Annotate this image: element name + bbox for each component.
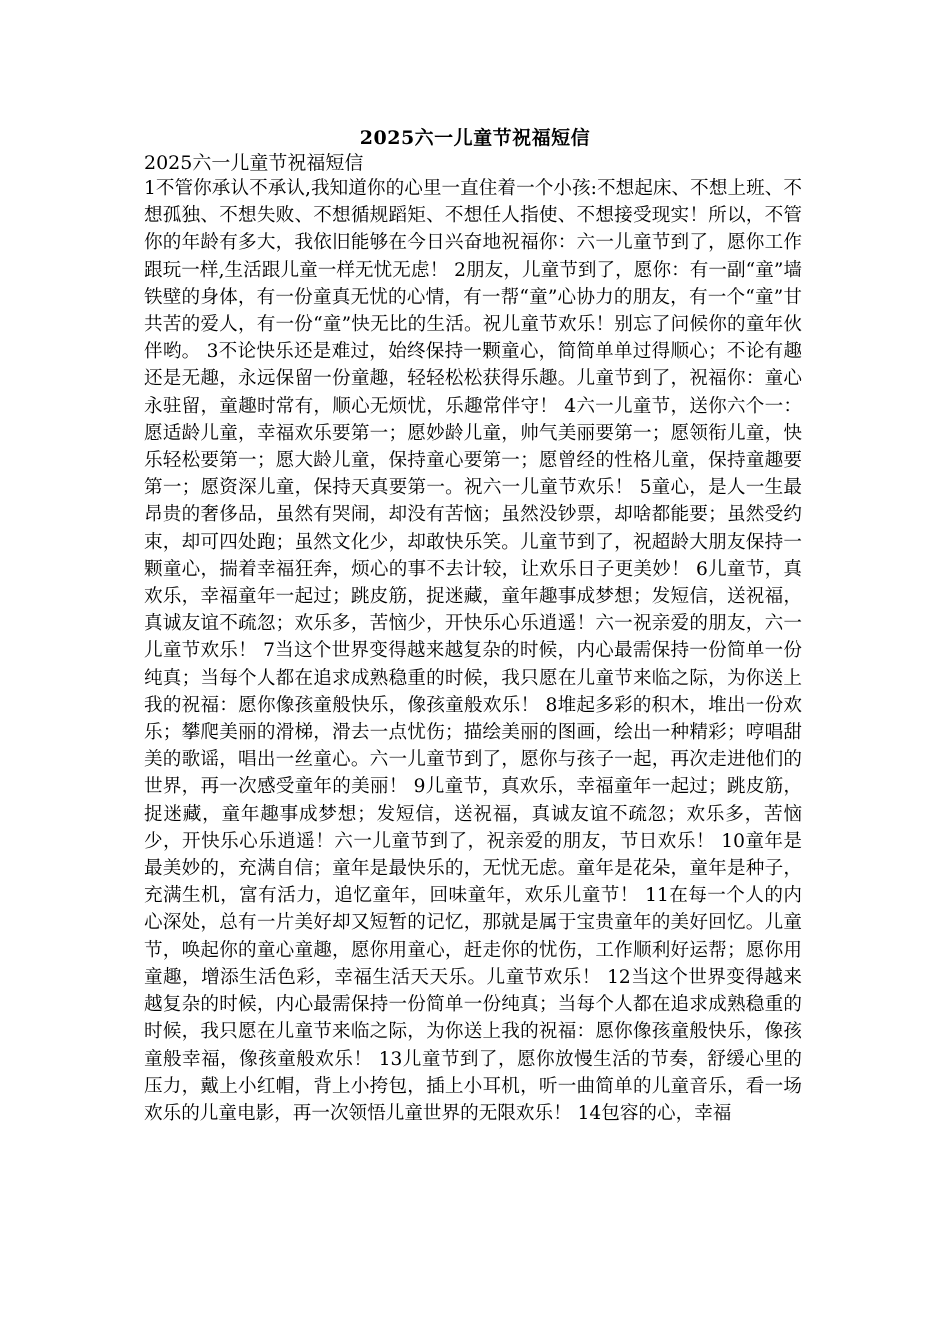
document-subtitle: 2025六一儿童节祝福短信 <box>144 152 364 174</box>
document-title: 2025六一儿童节祝福短信 <box>359 127 591 149</box>
document-body-text: 1不管你承认不承认,我知道你的心里一直住着一个小孩:不想起床、不想上班、不想孤独、不想失败、不想循规蹈矩、不想任人指使、不想接受现实！所以，不管你的年龄有多大，我依旧能够在今日兴奋地祝福你：六一儿童节到了，愿你工作跟玩一样,生活跟儿童一样无忧无虑！ 2朋友，儿童节到了，愿你：有一副“童”墙铁壁的身体，有一份童真无忧的心情，有一帮“童”心协力的朋友，有一个“童”甘共苦的爱人，有一份“童”快无比的生活。祝儿童节欢乐！别忘了问候你的童年伙伴哟。 3不论快乐还是难过，始终保持一颗童心，简简单单过得顺心；不论有趣还是无趣，永远保留一份童趣，轻轻松松获得乐趣。儿童节到了，祝福你：童心永驻留，童趣时常有，顺心无烦忧，乐趣常伴守！ 4六一儿童节，送你六个一：愿适龄儿童，幸福欢乐要第一；愿妙龄儿童，帅气美丽要第一；愿领衔儿童，快乐轻松要第一；愿大龄儿童，保持童心要第一；愿曾经的性格儿童，保持童趣要第一；愿资深儿童，保持天真要第一。祝六一儿童节欢乐！ 5童心，是人一生最昂贵的奢侈品，虽然有哭闹，却没有苦恼；虽然没钞票，却啥都能要；虽然受约束，却可四处跑；虽然文化少，却敢快乐笑。儿童节到了，祝超龄大朋友保持一颗童心，揣着幸福狂奔，烦心的事不去计较，让欢乐日子更美妙！ 6儿童节，真欢乐，幸福童年一起过；跳皮筋，捉迷藏，童年趣事成梦想；发短信，送祝福，真诚友谊不疏忽；欢乐多，苦恼少，开快乐心乐逍遥！六一祝亲爱的朋友，六一儿童节欢乐！ 7当这个世界变得越来越复杂的时候，内心最需保持一份简单一份纯真；当每个人都在追求成熟稳重的时候，我只愿在儿童节来临之际，为你送上我的祝福：愿你像孩童般快乐，像孩童般欢乐！ 8堆起多彩的积木，堆出一份欢乐；攀爬美丽的滑梯，滑去一点忧伤；描绘美丽的图画，绘出一种精彩；哼唱甜美的歌谣，唱出一丝童心。六一儿童节到了，愿你与孩子一起，再次走进他们的世界，再一次感受童年的美丽！ 9儿童节，真欢乐，幸福童年一起过；跳皮筋，捉迷藏，童年趣事成梦想；发短信，送祝福，真诚友谊不疏忽；欢乐多，苦恼少，开快乐心乐逍遥！六一儿童节到了，祝亲爱的朋友，节日欢乐！ 10童年是最美妙的，充满自信；童年是最快乐的，无忧无虑。童年是花朵，童年是种子，充满生机，富有活力，追忆童年，回味童年，欢乐儿童节！ 11在每一个人的内心深处，总有一片美好却又短暂的记忆，那就是属于宝贵童年的美好回忆。儿童节，唤起你的童心童趣，愿你用童心，赶走你的忧伤，工作顺利好运帮；愿你用童趣，增添生活色彩，幸福生活天天乐。儿童节欢乐！ 12当这个世界变得越来越复杂的时候，内心最需保持一份简单一份纯真；当每个人都在追求成熟稳重的时候，我只愿在儿童节来临之际，为你送上我的祝福：愿你像孩童般快乐，像孩童般幸福，像孩童般欢乐！ 13儿童节到了，愿你放慢生活的节奏，舒缓心里的压力，戴上小红帽，背上小挎包，插上小耳机，听一曲简单的儿童音乐，看一场欢乐的儿童电影，再一次领悟儿童世界的无限欢乐！ 14包容的心，幸福 <box>144 178 802 1124</box>
